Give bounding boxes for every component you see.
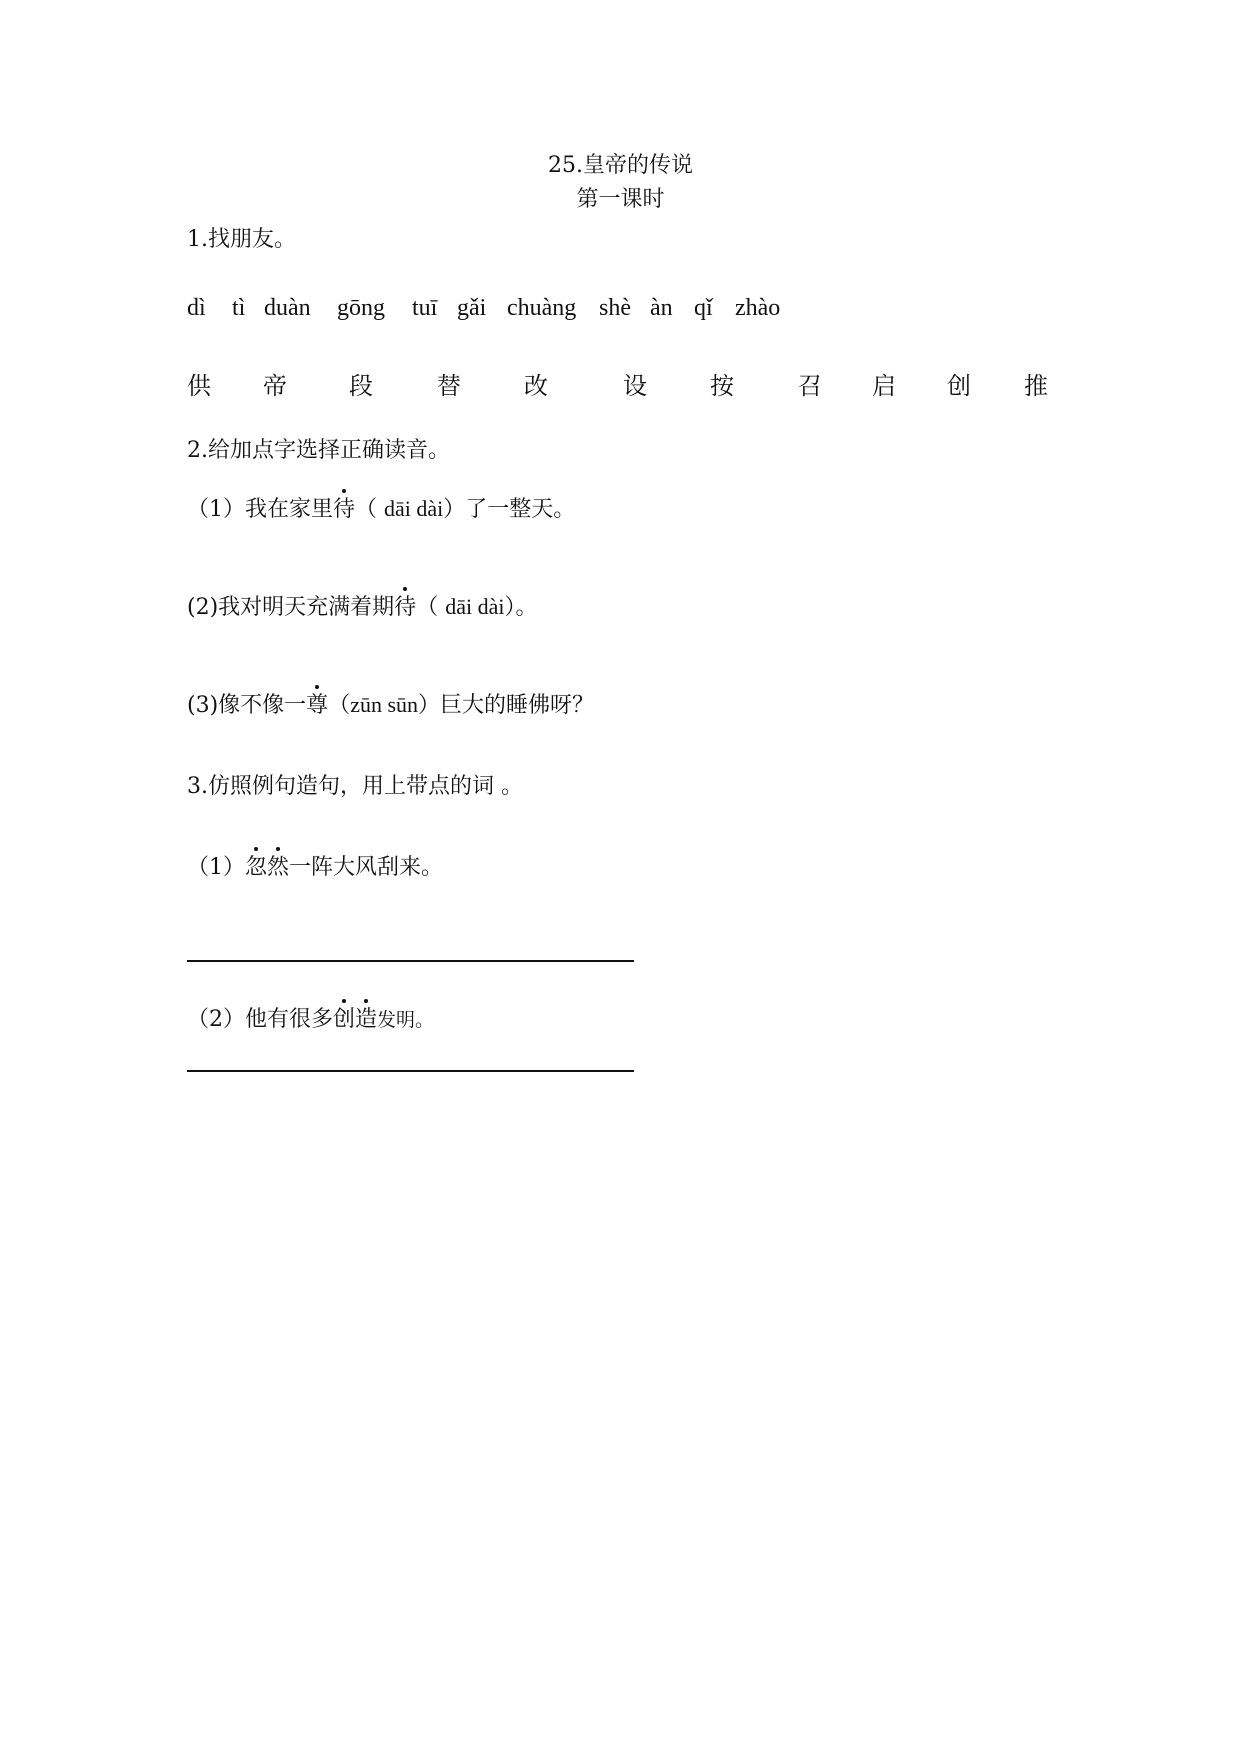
q3-item-2	[187, 1005, 434, 1035]
dotted-character: 造	[355, 1005, 377, 1035]
pinyin-options: dāi dài	[445, 594, 505, 619]
pinyin-item: gōng	[337, 295, 385, 321]
sentence-text: 一阵大风刮来。	[289, 855, 444, 880]
pinyin-item: shè	[599, 295, 631, 321]
bracket-close: ）	[504, 595, 516, 620]
sentence-text: （1）我在家里	[187, 497, 333, 522]
sentence-text: （2）他有很多	[187, 1007, 333, 1032]
q3-heading: 3.仿照例句造句，用上带点的词 。	[187, 774, 523, 799]
answer-line[interactable]	[187, 960, 634, 962]
q3-item-1	[187, 853, 443, 883]
character-item: 按	[710, 372, 734, 400]
dotted-character: 尊	[306, 691, 328, 721]
page-title: 25.皇帝的传说	[548, 153, 693, 178]
character-item: 供	[187, 372, 211, 400]
pinyin-options: dāi dài	[384, 496, 444, 521]
dotted-character: 待	[394, 593, 416, 623]
q2-heading: 2.给加点字选择正确读音。	[187, 438, 450, 463]
pinyin-item: tuī	[412, 295, 438, 321]
character-item: 替	[437, 372, 461, 400]
bracket-close: ）	[443, 497, 466, 522]
pinyin-item: chuàng	[507, 295, 577, 321]
bracket-close: ）	[418, 693, 441, 718]
bracket-open: （	[416, 595, 446, 620]
q2-item-3	[187, 690, 594, 721]
bracket-open: （	[328, 693, 351, 718]
sentence-text: (3)像不像一	[187, 693, 307, 718]
pinyin-item: zhào	[735, 295, 781, 321]
character-item: 设	[623, 372, 647, 400]
sentence-text: 。	[515, 595, 538, 620]
sentence-text: 了一整天。	[465, 497, 576, 522]
sentence-text: 巨大的睡佛呀？	[440, 693, 595, 718]
character-item: 帝	[263, 372, 287, 400]
answer-line[interactable]	[187, 1070, 634, 1072]
pinyin-item: gǎi	[457, 295, 487, 321]
pinyin-item: tì	[232, 295, 246, 321]
dotted-character: 然	[267, 853, 289, 883]
character-item: 改	[524, 372, 548, 400]
character-item: 创	[947, 372, 971, 400]
sentence-text: (2)我对明天充满着期	[187, 595, 395, 620]
q2-item-1	[187, 494, 575, 525]
dotted-character: 创	[333, 1005, 355, 1035]
lesson-subtitle: 第一课时	[576, 187, 665, 212]
character-item: 启	[872, 372, 896, 400]
pinyin-options: zūn sūn	[350, 692, 419, 717]
dotted-character: 待	[333, 495, 355, 525]
pinyin-item: qǐ	[694, 295, 713, 321]
pinyin-item: dì	[187, 295, 206, 321]
bracket-open: （	[355, 497, 385, 522]
q1-heading: 1.找朋友。	[187, 227, 296, 252]
q2-item-2	[187, 592, 537, 623]
character-item: 推	[1024, 372, 1048, 400]
character-item: 召	[798, 372, 822, 400]
sentence-text-small: 发明。	[377, 1009, 435, 1031]
sentence-text: （1）	[187, 855, 245, 880]
character-item: 段	[349, 372, 373, 400]
pinyin-item: àn	[650, 295, 673, 321]
dotted-character: 忽	[245, 853, 267, 883]
pinyin-item: duàn	[264, 295, 311, 321]
